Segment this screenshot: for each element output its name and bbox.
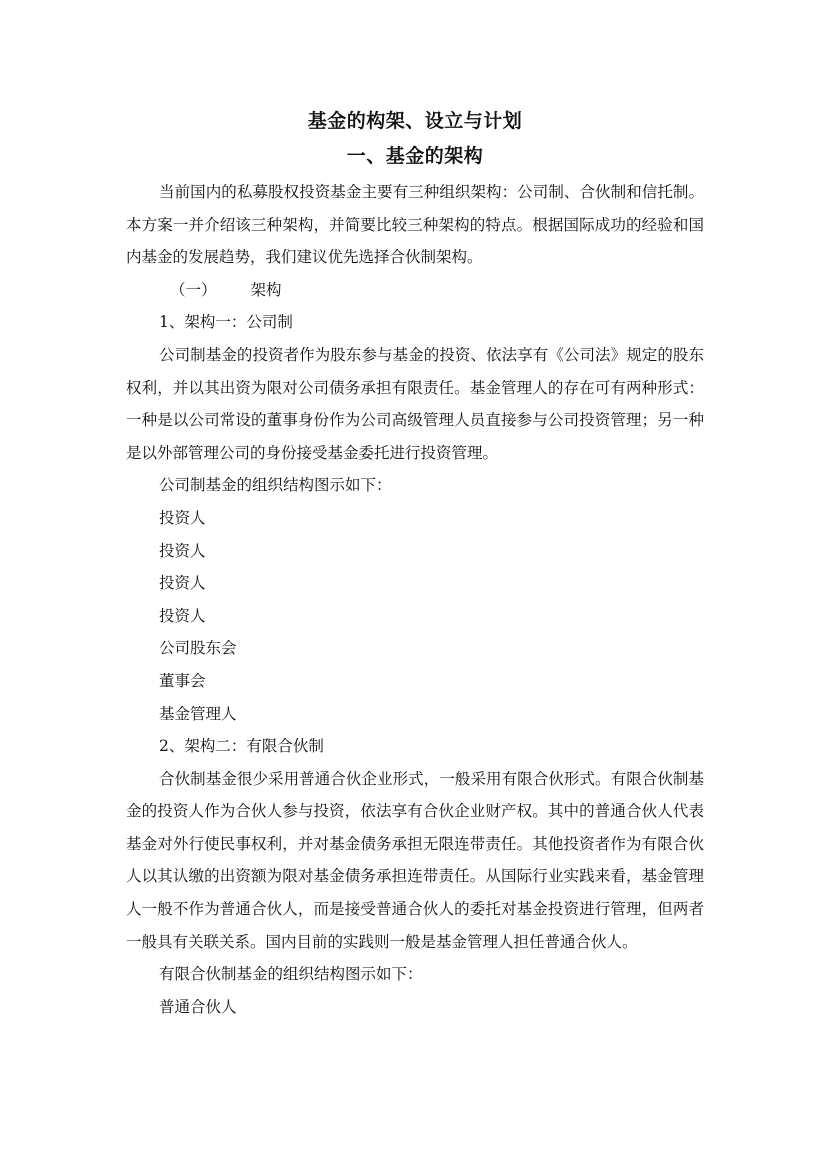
structure1-paragraph: 公司制基金的投资者作为股东参与基金的投资、依法享有《公司法》规定的股东权利，并以其出资为限对公司债务承担有限责任。基金管理人的存在可有两种形式：一种是以公司常设的董事身份作为公司高级管理人员直接参与公司投资管理；另一种是以外部管理公司的身份接受基金委托进行投资管理。 bbox=[126, 345, 704, 462]
structure2-heading: 2、架构二：有限合伙制 bbox=[159, 737, 324, 756]
diagram-node-fund-manager: 基金管理人 bbox=[159, 704, 237, 723]
diagram-node-investor-1: 投资人 bbox=[159, 508, 206, 527]
intro-paragraph: 当前国内的私募股权投资基金主要有三种组织架构：公司制、合伙制和信托制。本方案一并介绍该三种架构，并简要比较三种架构的特点。根据国际成功的经验和国内基金的发展趋势，我们建议优先选择合伙制架构。 bbox=[126, 183, 704, 267]
diagram-node-general-partner: 普通合伙人 bbox=[159, 997, 237, 1016]
diagram-node-shareholders-meeting: 公司股东会 bbox=[159, 639, 237, 658]
structure2-diagram-caption: 有限合伙制基金的组织结构图示如下： bbox=[159, 965, 423, 984]
section-title: 一、基金的架构 bbox=[346, 145, 484, 167]
structure1-diagram-caption: 公司制基金的组织结构图示如下： bbox=[159, 476, 392, 495]
diagram-node-board: 董事会 bbox=[159, 671, 206, 690]
subsection-heading bbox=[126, 274, 704, 307]
subsection-label: 架构 bbox=[250, 280, 282, 299]
document-title: 基金的构架、设立与计划 bbox=[307, 110, 523, 132]
diagram-node-investor-4: 投资人 bbox=[159, 606, 206, 625]
diagram-node-investor-3: 投资人 bbox=[159, 574, 206, 593]
structure2-paragraph: 合伙制基金很少采用普通合伙企业形式，一般采用有限合伙形式。有限合伙制基金的投资人作为合伙人参与投资，依法享有合伙企业财产权。其中的普通合伙人代表基金对外行使民事权利，并对基金债务承担无限连带责任。其他投资者作为有限合伙人以其认缴的出资额为限对基金债务承担连带责任。从国际行业实践来看，基金管理人一般不作为普通合伙人，而是接受普通合伙人的委托对基金投资进行管理，但两者一般具有关联关系。国内目前的实践则一般是基金管理人担任普通合伙人。 bbox=[126, 769, 704, 951]
diagram-node-investor-2: 投资人 bbox=[159, 541, 206, 560]
document-body bbox=[126, 105, 704, 1023]
structure1-heading: 1、架构一：公司制 bbox=[159, 313, 293, 332]
subsection-number: （一） bbox=[170, 280, 217, 299]
